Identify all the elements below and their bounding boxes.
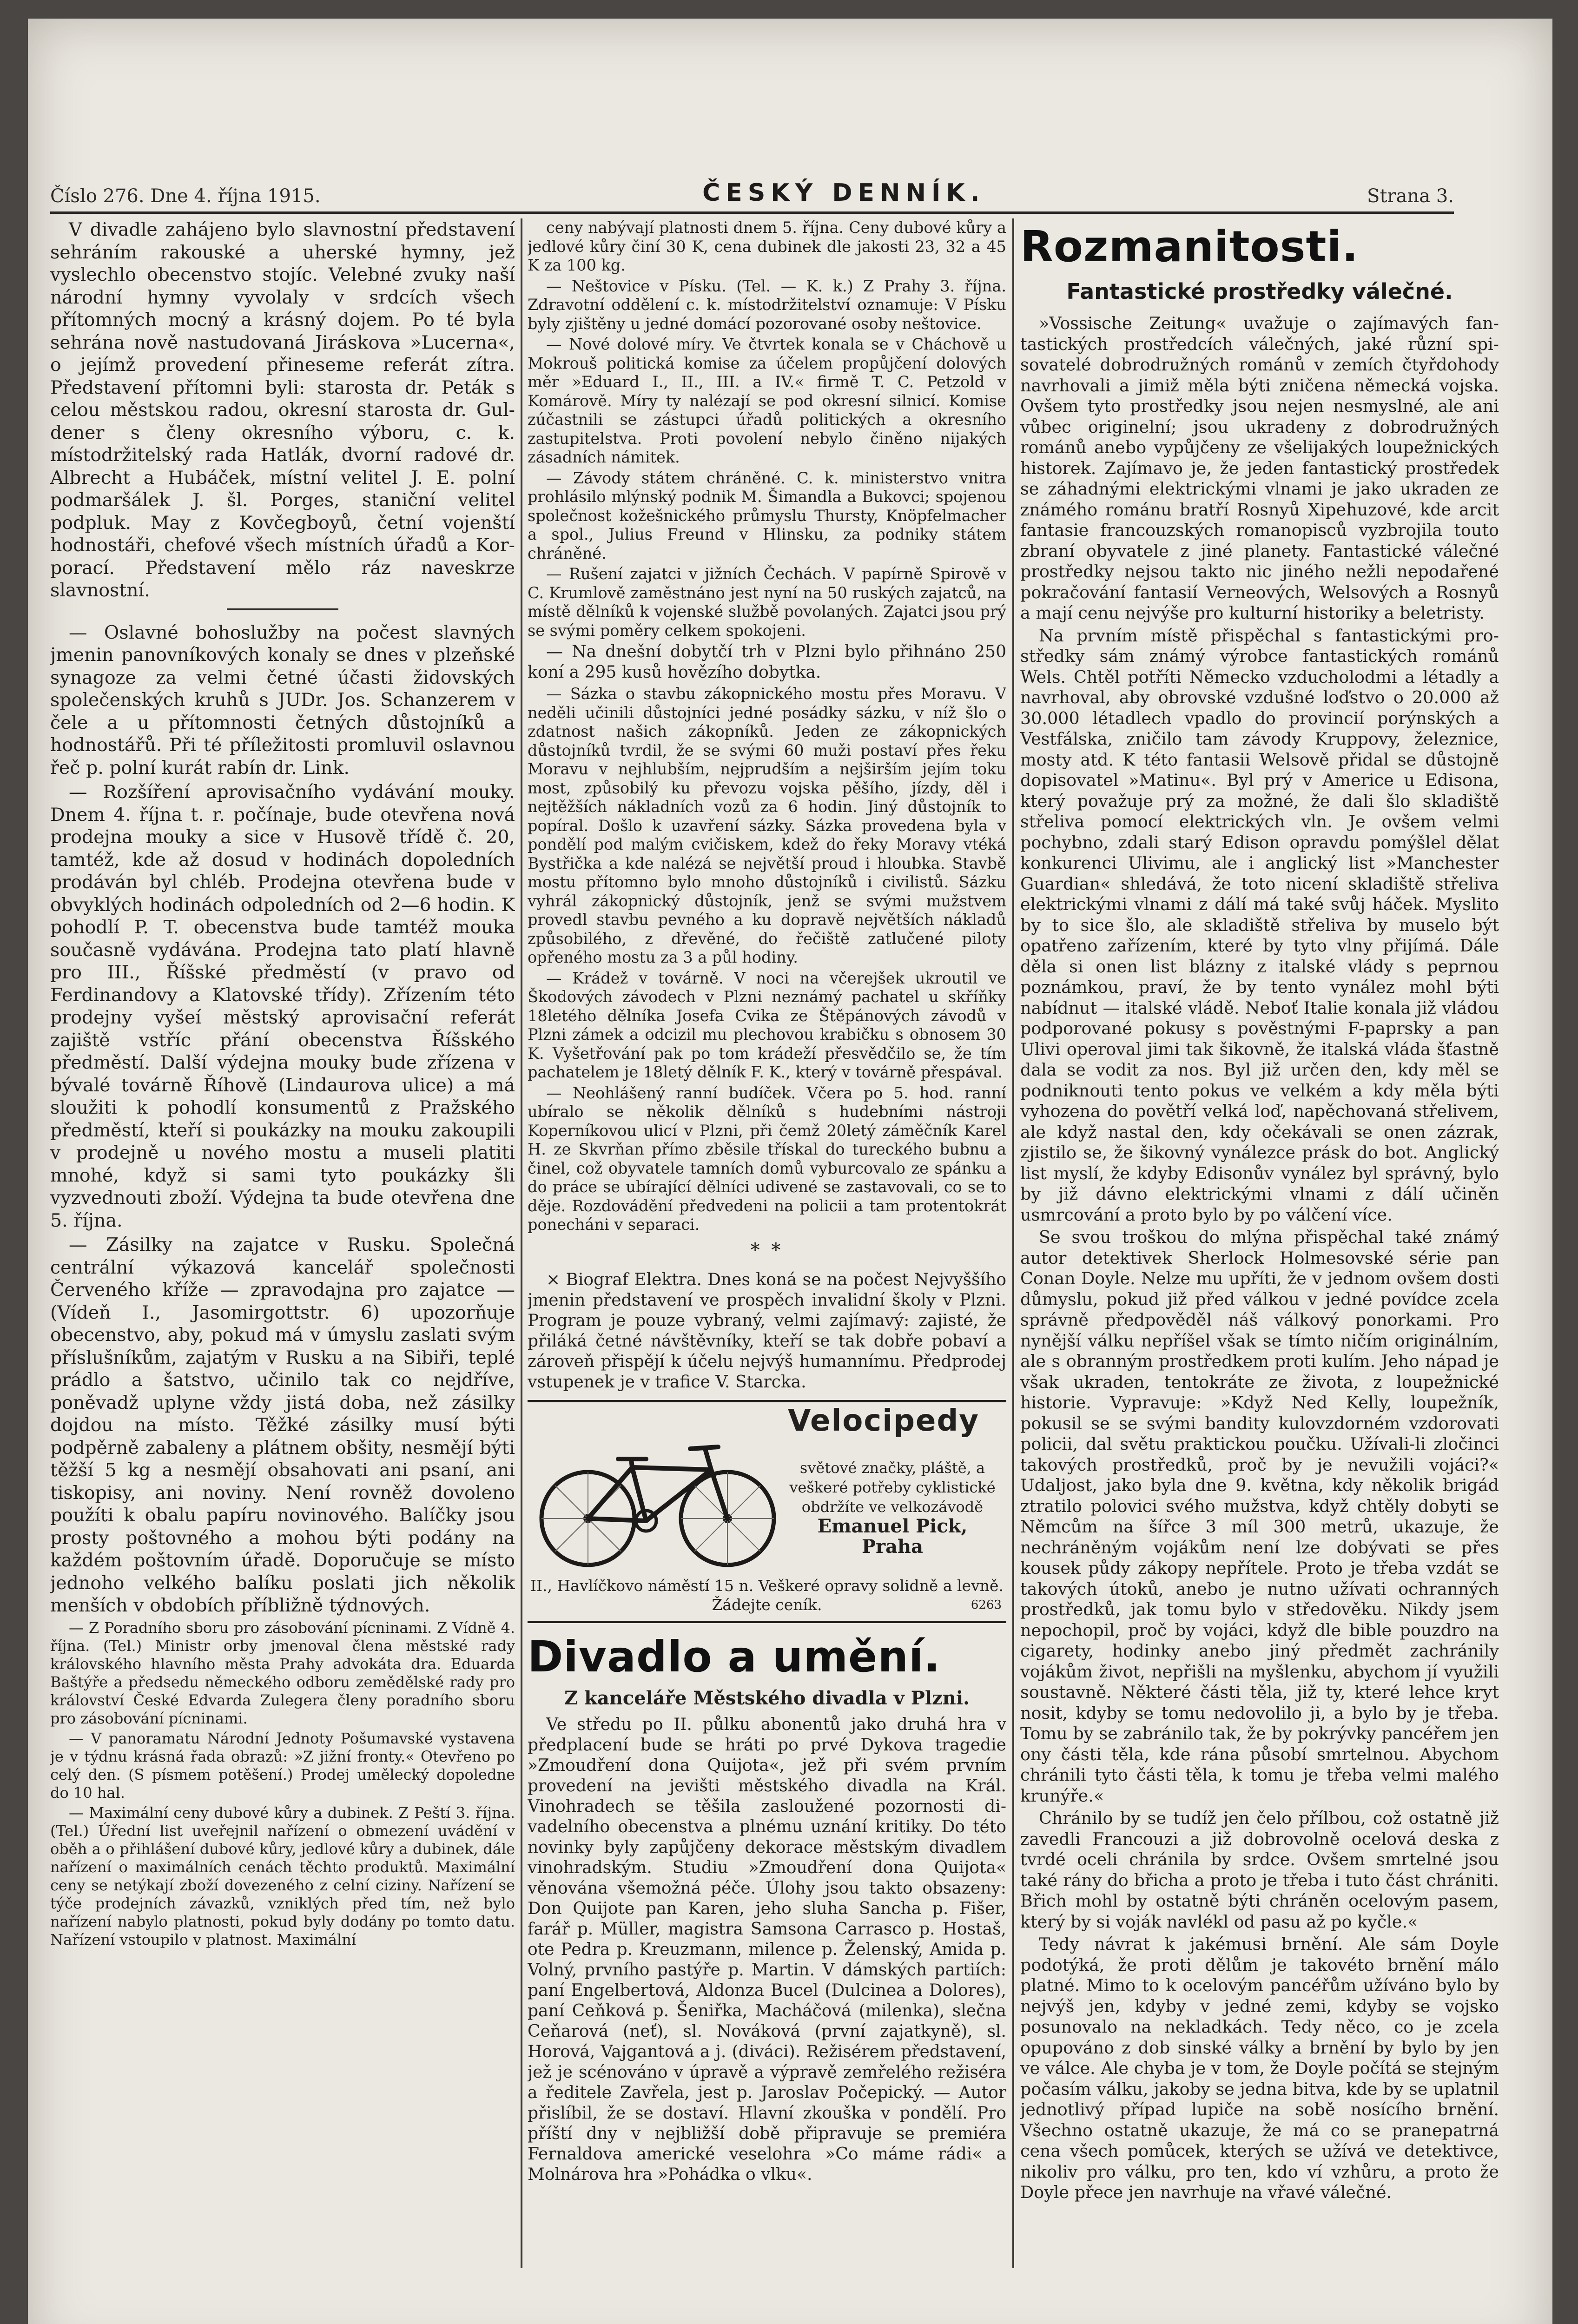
bicycle-advertisement	[528, 1400, 1006, 1623]
column-rule	[1012, 218, 1014, 2268]
masthead	[50, 163, 1454, 214]
newspaper-page	[28, 19, 1552, 2324]
article-paragraph: × Biograf Elektra. Dnes koná se na počest Nejvyššího jmenin představení ve prospěch invalidní školy v Plzni. Program je pouze vybraný, velmi zajímavý: zajisté, že přiláká četné návštěvníky, kteří se tak dobře pobaví a zároveň přispějí k účelu nejvýš humannímu. Předprodej vstupenek je v trafice V. Starcka.	[528, 1270, 1006, 1392]
article-paragraph: — Sázka o stavbu zákopnického mostu přes Moravu. V neděli učinili důstojníci jedné posádky sázku, v níž šlo o zdatnost našich zákopníků. Jeden ze zákopnických důstojníků tvrdil, že se svými 60 muži postaví přes řeku Moravu v nejhlubším, nejprudším a nejširším jejím toku most, způsobilý ku převozu vojska pěšího, jízdy, děl i nejtěžších nákladních vozů za 6 hodin. Jiný důstojník to popíral. Došlo k uzavření sázky. Sázka provedena byla v pondělí pod malým cvičiskem, kdež do řeky Moravy vtéká Bystřička a kde nalézá se největší proud i hloubka. Stavbě mostu přítomno bylo mnoho důstojníků i civilistů. Sázku vyhrál zákopnický důstojník, jenž se svými mužstvem provedl stavbu pevného a ku dopravě největších nákladů způsobilého, z dřevěné, do řečiště zatlučené piloty opřeného mostu za 3 a půl hodiny.	[528, 685, 1006, 966]
article-paragraph: — Rozšíření aprovisačního vydávání mouky. Dnem 4. října t. r. počínaje, bude otevřena nová prodejna mouky a sice v Husově třídě č. 20, tamtéž, kde až dosud v hodinách dopoledních prodáván byl chléb. Prodejna otevřena bude v obvyklých hodinách odpoledních od 2—6 hodin. K pohodlí P. T. obecenstva bude tamtéž mouka současně vydávána. Prodejna tato platí hlavně pro III., Říšské předměstí (v pravo od Ferdinandovy a Klatovské třídy). Zřízením této prodejny vyšeí městský aprovisační referát zajiště vstříc přání obecenstva Říšského předměstí. Další výdejna mouky bude zřízena v bývalé továrně Říhově (Lindaurova ulice) a má sloužiti k pohodlí konsumentů z Pražského předměstí, kteří si poukázky na mouku zakoupili v prodejně u nového mostu a museli platiti mnohé, když si sami tyto poukázky šli vyzvednouti zboží. Výdejna ta bude otevřena dne 5. října.	[50, 781, 515, 1231]
article-paragraph: — Krádež v továrně. V noci na včerejšek ukroutil ve Škodových závodech v Plzni neznámý pachatel u skříňky 18letého dělníka Josefa Cvika ze Štěpánových závodů v Plzni zámek a odcizil mu plechovou krabičku s obnosem 30 K. Vyšetřování pak po tom krádeží přesvědčilo se, že tím pachatelem je 18letý dělník F. K., který v továrně přespával.	[528, 969, 1006, 1081]
article-paragraph: — V panoramatu Národní Jednoty Pošumavské vystavena je v týdnu krásná řada obrazů: »Z jižní fronty.« Otevřeno po celý den. (S písmem potěšení.) Prodej umělecký dopoledne do 10 hal.	[50, 1729, 515, 1802]
ad-description: světové značky, pláště, a veškeré potřeby cyklistické obdržíte ve velkozávodě	[789, 1459, 996, 1516]
section-heading-miscellany: Rozmanitosti.	[1020, 222, 1359, 271]
ad-address: II., Havlíčkovo náměstí 15 n. Veškeré opravy solidně a levně. Žádejte ceník.	[530, 1577, 1004, 1614]
article-heading: Fantastické prostředky válečné.	[1066, 279, 1453, 304]
section-heading-theatre: Divadlo a umění.	[528, 1632, 941, 1682]
article-paragraph: — Z Poradního sboru pro zásobování pícninami. Z Vídně 4. října. (Tel.) Ministr orby jmenoval člena městské rady královského hlavního města Prahy advokáta dra. Eduarda Baštýře a předsedu německého odboru zemědělské rady pro království České Edvarda Zulegera členy poradního sboru pro zásobování pícninami.	[50, 1618, 515, 1727]
issue-number-and-date: Číslo 276. Dne 4. října 1915.	[50, 185, 321, 207]
ad-phone-number: 6263	[971, 1598, 1002, 1612]
article-paragraph: — Maximální ceny dubové kůry a dubinek. Z Peští 3. října. (Tel.) Úřední list uveřejnil nařízení o obmezení uvádění v oběh a o přihlášení dubové kůry, jedlové kůry a dubinek, dále nařízení o maximálních cenách těchto produktů. Maximální ceny se netýkají zboží dovezeného z celní ciziny. Nařízení se týče prodejních závazků, vzniklých před tím, než bylo nařízení nabylo platnosti, pokud byly dodány po tomto datu. Nařízení vstoupilo v platnost. Maximální	[50, 1803, 515, 1948]
article-paragraph: — Rušení zajatci v jižních Čechách. V papírně Spirově v C. Krumlově zaměstnáno jest nyní na 50 ruských zajatců, na místě dělníků k vojenské službě povolaných. Zajatci jsou prý se svými poměry celkem spokojeni.	[528, 565, 1006, 640]
article-paragraph: — Závody státem chráněné. C. k. ministerstvo vnitra prohlásilo mlýnský podnik M. Šimandla a Bukovci; spojenou společnost kožešnického průmyslu Thursty, Knöpfelmacher a spol., Julius Freund v Hlinsku, za podniky státem chráněné.	[528, 469, 1006, 562]
column-rule	[521, 218, 522, 2268]
ad-company-name: Emanuel Pick, Praha	[817, 1515, 968, 1558]
ad-body	[788, 1458, 997, 1558]
article-paragraph: Na prvním místě přispěchal s fantastickými prostředky sám známý výrobce fantastických románů Wels. Chtěl potříti Německo vzducholodmi a létadly a navrhoval, aby obrovské vzdušné loďstvo o 20.000 až 30.000 létadlech vpadlo do provincií porýnských a Vestfálska, zničilo tam závody Kruppovy, železnice, mosty atd. K této fantasii Welsově přidal se důstojně dopisovatel »Matinu«. Byl prý v Americe u Edisona, který považuje prý za možné, že dali šlo skladiště střeliva pomocí elektrických vln. Je ovšem velmi pochybno, zdali starý Edison opravdu pomýšlel dělat konkurenci Ulivimu, ale i anglický list »Manchester Guardian« shledává, že toto nicení skladiště střeliva elektrickými vlnami z dálí má také svůj háček. Myslito by to sice šlo, ale skladiště střeliva by muselo být opatřeno zařízením, které by tyto vlny přijímá. Dále děla si onen list blázny z italské vlády s peprnou poznámkou, praví, že by tento vynález mohl býti nabídnut — italské vládě. Neboť Italie konala již vládou podporované pokusy s pověstnými F-paprsky a pan Ulivi operoval jimi tak šikovně, že italská vláda šťastně dala se vodit za nos. Byl již určen den, kdy měl se podniknouti tento pokus ve velkém a kdy měla býti vyhozena do povětří velká loď, napěchovaná střelivem, ale když nastal den, kdy očekávali se onen zázrak, zjistilo se, že šikovný vynálezce prásk do bot. Anglický list myslí, že kdyby Edisonův vynález byl správný, bylo by již dávno elektrickými vlnami z dálí učiněn usmrcování a proto bylo by po válčení více.	[1020, 625, 1499, 1225]
bicycle-illustration	[532, 1430, 783, 1570]
article-paragraph: — Neohlášený ranní budíček. Včera po 5. hod. ranní ubíralo se několik dělníků s hudebními nástroji Koperníkovou ulicí v Plzni, při čemž 20letý záměčník Karel H. ze Skvrňan přímo zběsile třískal do tureckého bubnu a činel, což obyvatele tamních domů vyburcovalo ze spánku a do práce se ubírající dělníci udivené se zastavovali, co se to děje. Rozdovádění předvedeni na policii a tam protentokrát ponecháni v separaci.	[528, 1083, 1006, 1234]
article-paragraph: »Vossische Zeitung« uvažuje o zajímavých fantastických prostředcích válečných, jaké různí spisovatelé dobrodružných románů v zemích čtyřdohody navrhovali a jimiž měla býti zničena německá vojska. Ovšem tyto prostředky jsou nejen nesmyslné, ale ani vůbec originelní; jsou ukradeny z dobrodružných románů anebo vypůjčeny ze všelijakých loupežnických historek. Zajímavo je, že jeden fantastický prostředek se záhadnými elektrickými vlnami je jako ukraden ze známého románu bratří Rosnyů Xipehuzové, kde arcit fantasie francouzských romanopisců vyzbrojila touto zbraní obyvatele z jiné planety. Fantastické válečné prostředky nejsou takto nic jiného nežli nepodařené pokračování fantasií Verneových, Welsových a Rosnyů a mají cenu nejvýše pro kulturní historiky a beletristy.	[1020, 313, 1499, 623]
bicycle-frame	[588, 1447, 727, 1521]
article-paragraph: Chránilo by se tudíž jen čelo přílbou, což ostatně již zavedli Francouzi a již dobrovolně ocelová deska z tvrdé oceli chránila by srdce. Ovšem smrtelné jsou také rány do břicha a proto je třeba i tuto část chrániti. Břich mohl by ostatně býti chráněn ocelovým pasem, který by si voják navlékl od pasu až po kyčle.«	[1020, 1808, 1499, 1932]
separator-stars: * *	[750, 1239, 784, 1261]
page-number: Strana 3.	[1367, 185, 1454, 207]
article-paragraph: Ve středu po II. půlku abonentů jako druhá hra v předplacení bude se hráti po prvé Dykova tragedie »Zmoudření dona Quijota«, jež při svém prvním provedení na jevišti městského divadla na Král. Vinohradech se těšila zasloužené pozornosti divadelního obecenstva a plnému uznání kritiky. Do této novinky byly zapůjčeny dekorace městským divadlem vinohradským. Studiu »Zmoudření dona Quijota« věnována všemožná péče. Úlohy jsou takto obsazeny: Don Quijote pan Karen, jeho sluha Sancha p. Fišer, farář p. Müller, magistra Samsona Carrasco p. Hostaš, ote Pedra p. Kreuzmann, milence p. Želenský, Amida p. Volný, prvního pastýře p. Martin. V dámských partiích: paní Engelbertová, Aldonza Bucel (Dulcinea a Dolores), paní Ceňková p. Šeniřka, Macháčová (milenka), slečna Ceňarová (neť), sl. Nováková (první zajatkyně), sl. Horová, Vajgantová a j. (diváci). Režisérem představení, jež je scénováno v úpravě a výpravě zemřelého režiséra a ředitele Zavřela, jest p. Jaroslav Počepický. — Autor přislíbil, že se dostaví. Hlavní zkouška v pondělí. Pro příští dny v nejbližší době připravuje se premiéra Fernaldova americké veselohra »Co máme rádi« a Molnárova hra »Pohádka o vlku«.	[528, 1715, 1006, 2184]
article-paragraph: — Zásilky na zajatce v Rusku. Společná centrální výkazová kancelář společnosti Červeného kříže — zpravodajna pro zajatce — (Vídeň I., Jasomirgottstr. 6) upozorňuje obecenstvo, aby, pokud má v úmyslu zaslati svým příslušníkům, zajatým v Rusku a na Sibiři, teplé prádlo a šatstvo, učinilo tak co nejdříve, poněvadž uplyne vždy jistá doba, než zásilky dojdou na místo. Těžké zásilky musí býti podpěrně zabaleny a plátnem obšity, nesmějí býti těžší 5 kg a nesmějí obsahovati ani psaní, ani tiskopisy, ani noviny. Není rovněž dovoleno použíti k obalu papíru novinového. Balíčky jsou prosty poštovného a mohou býti podány na každém poštovním úřadě. Doporučuje se místo jednoho velkého balíku poslati jich několik menších v obdobích příbližně týdnových.	[50, 1234, 515, 1616]
newspaper-title: ČESKÝ DENNÍK.	[702, 179, 985, 207]
column-2	[528, 218, 1006, 2273]
article-paragraph: — Nové dolové míry. Ve čtvrtek konala se v Cháchově u Mokrouš politická komise za účelem propůjčení dolových měr »Eduard I., II., III. a IV.« firmě T. C. Petzold v Komárově. Míry ty nalézají se pod okresní silnicí. Komise zúčastnili se zástupci úřadů politických a okresního zastupitelstva. Proti povolení nebylo činěno nijakých zásadních námitek.	[528, 335, 1006, 466]
article-paragraph: — Oslavné bohoslužby na počest slavných jmenin panovníkových konaly se dnes v plzeňské synagoze za velmi četné účasti židovských společenských kruhů s JUDr. Jos. Schanzerem v čele a u přítomnosti četných důstojníků a hodnostářů. Při té příležitosti promluvil oslavnou řeč p. polní kurát rabín dr. Link.	[50, 621, 515, 779]
column-1	[50, 218, 515, 2273]
article-paragraph: — Na dnešní dobytčí trh v Plzni bylo přihnáno 250 koní a 295 kusů hovězího dobytka.	[528, 642, 1006, 682]
ad-headline: Velocipedy	[788, 1404, 979, 1438]
theatre-subheading: Z kanceláře Městského divadla v Plzni.	[564, 1687, 970, 1709]
article-paragraph: V divadle zahájeno bylo slavnostní představení sehráním rakouské a uherské hymny, jež vyslechlo obecenstvo stojíc. Velebné zvuky naší národní hymny vyvolaly v srdcích všech přítomných mocný a krásný dojem. Po té byla sehrána nově nastudovaná Jiráskova »Lucerna«, o jejímž provedení přineseme referát zítra. Představení přítomni byli: starosta dr. Peták s celou městskou radou, okresní starosta dr. Guldener s členy okresního výboru, c. k. místodržitelský rada Hatlák, dvorní radové dr. Albrecht a Hubáček, místní velitel J. E. polní podmaršálek J. šl. Porges, staniční velitel podpluk. May z Kovčegboyů, četní vojenští hodnostáři, chefové všech místních úřadů a Korporací. Představení mělo ráz naveskrze slavnostní.	[50, 219, 515, 601]
article-paragraph: Se svou troškou do mlýna přispěchal také známý autor detektivek Sherlock Holmesovské série pan Conan Doyle. Nelze mu upříti, že v jednom ovšem dosti důmyslu, pokud již před válkou v jedné povídce zcela správně předpověděl náš válkový ponorkami. Pro nynější válku nepříšel však se tímto ničím originálním, ale s obranným prostředkem proti kulím. Jeho nápad je však ukraden, tentokráte ze života, z loupežnické historie. Vypravuje: »Když Ned Kelly, loupežník, pokusil se se svými bandity kulovzdorném vzdorovati policii, dal světu praktickou poučku. Užívali-li zločinci takových prostředků, proč by je nevužili vojáci?« Udaljost, jako byla dne 9. května, kdy několik brigád ztratilo polovici svého mužstva, když chtěly dobyti se Němcům na šířce 3 míl 300 metrů, ukazuje, že nechráněným vojákům není lze dobývati se přes kousek půdy zákopy nepřítele. Proto je třeba vzdát se takových útoků, anebo je nutno užívati ochranných prostředků, jak tomu bylo v středověku. Nikdy jsem nepochopil, proč by vojáci, když dle bible pouzdro na cigarety, hodinky anebo jiný předmět zachránily vojákům život, nepřišli na myšlenku, abychom jí využili soustavně. Některé části těla, již ty, které lehce kryt nosit, kdyby se tomu nedovolilo ji, a bylo by je třeba. Tomu by se zabránilo tak, že by pokrývky pancéřem jen ony části těla, kde rána působí smrtelnou. Abychom chránili tyto části těla, k tomu je třeba velmi malého krunýře.«	[1020, 1227, 1499, 1806]
column-3	[1020, 218, 1499, 2273]
separator-rule	[227, 608, 338, 610]
article-paragraph: — Neštovice v Písku. (Tel. — K. k.) Z Prahy 3. října. Zdravotní oddělení c. k. místodržitelství oznamuje: V Písku byly zjištěny u jedné domácí pozorované osoby neštovice.	[528, 277, 1006, 333]
article-paragraph: Tedy návrat k jakémusi brnění. Ale sám Doyle podotýká, že proti dělům je takovéto brnění málo platné. Mimo to k ocelovým pancéřům užíváno bylo by nejvýš jen, kdyby v jedné zemi, kdyby se vojsko posunovalo na nekladkách. Tedy něco, co je zcela opupováno z dob sinské války a brnění by bylo by jen ve válce. Ale chyba je v tom, že Doyle počítá se stejným počasím válku, jakoby se jedna bitva, kde by se uplatnil jednotlivý případ lupiče na sobě nosícího brnění. Všechno ostatně ukazuje, že má co se pranepatrná cena všech pomůcek, kterých se užívá ve detektivce, nikoliv pro válku, pro ten, kdo ví vzhůru, a proto že Doyle přece jen navrhuje na vřavé válečné.	[1020, 1934, 1499, 2202]
article-paragraph: ceny nabývají platnosti dnem 5. října. Ceny dubové kůry a jedlové kůry činí 30 K, cena dubinek dle jakosti 23, 32 a 45 K za 100 kg.	[528, 218, 1006, 274]
